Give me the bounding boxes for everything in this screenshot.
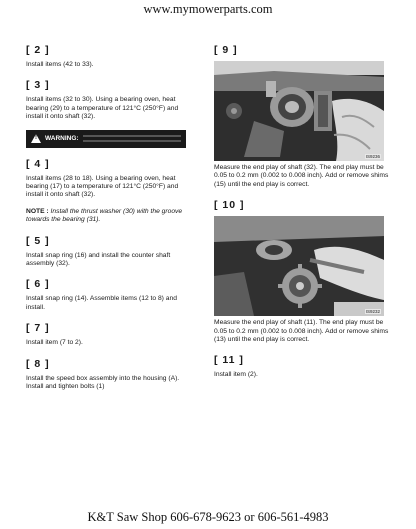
step-9-photo-code: IS9236 — [365, 154, 380, 159]
step-8-text: Install the speed box assembly into the housing (A). Install and tighten bolts (1) — [26, 374, 180, 391]
step-5-number: [ 5 ] — [26, 234, 50, 247]
step-2-number: [ 2 ] — [26, 44, 50, 56]
gearbox-shaft-photo — [214, 61, 384, 161]
step-7-number: [ 7 ] — [26, 322, 50, 335]
step-5-text: Install snap ring (16) and install the counter shaft assembly (32). — [26, 251, 171, 268]
warning-label: WARNING: — [45, 135, 79, 143]
step-2-text: Install items (42 to 33). — [26, 61, 94, 68]
warning-icon: ! — [31, 134, 41, 143]
left-column — [26, 44, 196, 402]
step-9-number: [ 9 ] — [214, 44, 238, 56]
gearbox-gear-photo — [214, 216, 384, 316]
header-url: www.mymowerparts.com — [143, 2, 273, 16]
step-9-text: Measure the end play of shaft (32). The end play must be 0.05 to 0.2 mm (0.002 to 0.008 inch). Add or remove shims (15) until the end play is correct. — [214, 164, 389, 188]
step-11-number: [ 11 ] — [214, 354, 244, 367]
step-11-text: Install item (2). — [214, 371, 258, 379]
step-9-photo — [214, 61, 384, 161]
right-column — [214, 44, 390, 390]
step-7-text: Install item (7 to 2). — [26, 339, 83, 347]
note-text: Install the thrust washer (30) with the groove towards the bearing (31). — [26, 207, 183, 224]
note-label: NOTE : — [26, 207, 49, 215]
step-6-text: Install snap ring (14). Assemble items (12 to 8) and install. — [26, 295, 177, 311]
step-4-text: Install items (28 to 18). Using a bearing oven, heat bearing (17) to a temperature of 121°C (250°F) and install it onto shaft (32). — [26, 174, 179, 199]
step-10-number: [ 10 ] — [214, 199, 245, 212]
step-4-note — [26, 208, 196, 225]
step-3-number: [ 3 ] — [26, 79, 50, 92]
step-4-number: [ 4 ] — [26, 157, 50, 170]
warning-illegible-text — [83, 134, 181, 144]
footer-contact: K&T Saw Shop 606-678-9623 or 606-561-4983 — [87, 510, 329, 524]
warning-box — [26, 130, 186, 148]
step-10-photo — [214, 216, 384, 316]
step-8-number: [ 8 ] — [26, 357, 50, 370]
step-6-number: [ 6 ] — [26, 278, 50, 291]
step-10-photo-code: IS9232 — [365, 309, 380, 315]
step-10-text: Measure the end play of shaft (11). The end play must be 0.05 to 0.2 mm (0.002 to 0.008 inch). Add or remove shims (13) until the end play is correct. — [214, 319, 389, 344]
step-3-text: Install items (32 to 30). Using a bearing oven, heat bearing (29) to a temperature of 121°C (250°F) and install it onto shaft (32). — [26, 96, 179, 121]
